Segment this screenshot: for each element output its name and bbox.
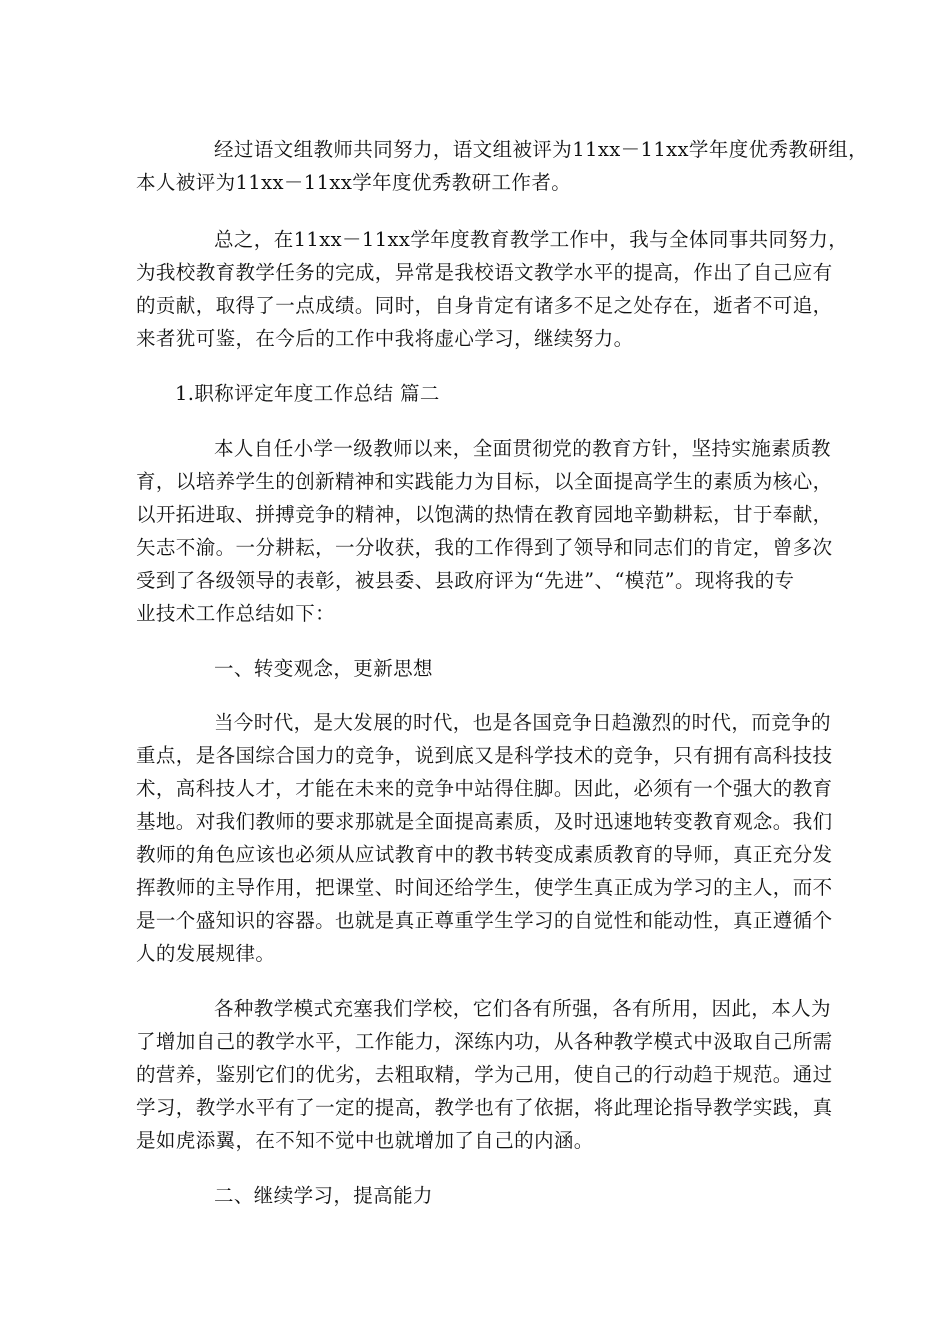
- heading-change-concept: 一、转变观念，更新思想: [214, 657, 433, 680]
- summary-line-4: 来者犹可鉴，在今后的工作中我将虚心学习，继续努力。: [136, 327, 634, 350]
- intro-line-1: 本人自任小学一级教师以来，全面贯彻党的教育方针，坚持实施素质教: [214, 437, 831, 460]
- era-line-5: 教师的角色应该也必须从应试教育中的教书转变成素质教育的导师，真正充分发: [136, 843, 833, 866]
- modes-line-4: 学习，教学水平有了一定的提高，教学也有了依据，将此理论指导教学实践，真: [136, 1096, 833, 1119]
- era-line-8: 人的发展规律。: [136, 942, 276, 965]
- summary-line-2: 为我校教育教学任务的完成，异常是我校语文教学水平的提高，作出了自己应有: [136, 261, 833, 284]
- intro-line-6: 业技术工作总结如下：: [136, 602, 336, 625]
- summary-line-3: 的贡献，取得了一点成绩。同时，自身肯定有诸多不足之处存在，逝者不可追，: [136, 294, 833, 317]
- era-line-3: 术，高科技人才，才能在未来的竞争中站得住脚。因此，必须有一个强大的教育: [136, 777, 833, 800]
- section-title: 1.职称评定年度工作总结 篇二: [175, 382, 440, 405]
- intro-line-4: 矢志不渝。一分耕耘，一分收获，我的工作得到了领导和同志们的肯定，曾多次: [136, 536, 833, 559]
- modes-line-1: 各种教学模式充塞我们学校，它们各有所强，各有所用，因此，本人为: [214, 997, 831, 1020]
- intro-line-2: 育，以培养学生的创新精神和实践能力为目标，以全面提高学生的素质为核心，: [136, 470, 833, 493]
- modes-line-2: 了增加自己的教学水平，工作能力，深练内功，从各种教学模式中汲取自己所需: [136, 1030, 833, 1053]
- summary-line-1: 总之，在11xx－11xx学年度教育教学工作中，我与全体同事共同努力，: [214, 228, 849, 251]
- award-line-2: 本人被评为11xx－11xx学年度优秀教研工作者。: [136, 171, 572, 194]
- intro-line-5: 受到了各级领导的表彰，被县委、县政府评为“先进”、“模范”。现将我的专: [136, 569, 795, 592]
- intro-line-3: 以开拓进取、拼搏竞争的精神，以饱满的热情在教育园地辛勤耕耘，甘于奉献，: [136, 503, 833, 526]
- heading-continue-learning: 二、继续学习，提高能力: [214, 1184, 433, 1207]
- era-line-6: 挥教师的主导作用，把课堂、时间还给学生，使学生真正成为学习的主人，而不: [136, 876, 833, 899]
- award-line-1: 经过语文组教师共同努力，语文组被评为11xx－11xx学年度优秀教研组，: [214, 138, 869, 161]
- era-line-1: 当今时代，是大发展的时代，也是各国竞争日趋激烈的时代，而竞争的: [214, 711, 831, 734]
- modes-line-3: 的营养，鉴别它们的优劣，去粗取精，学为己用，使自己的行动趋于规范。通过: [136, 1063, 833, 1086]
- era-line-4: 基地。对我们教师的要求那就是全面提高素质，及时迅速地转变教育观念。我们: [136, 810, 833, 833]
- modes-line-5: 是如虎添翼，在不知不觉中也就增加了自己的内涵。: [136, 1129, 594, 1152]
- era-line-7: 是一个盛知识的容器。也就是真正尊重学生学习的自觉性和能动性，真正遵循个: [136, 909, 833, 932]
- era-line-2: 重点，是各国综合国力的竞争，说到底又是科学技术的竞争，只有拥有高科技技: [136, 744, 833, 767]
